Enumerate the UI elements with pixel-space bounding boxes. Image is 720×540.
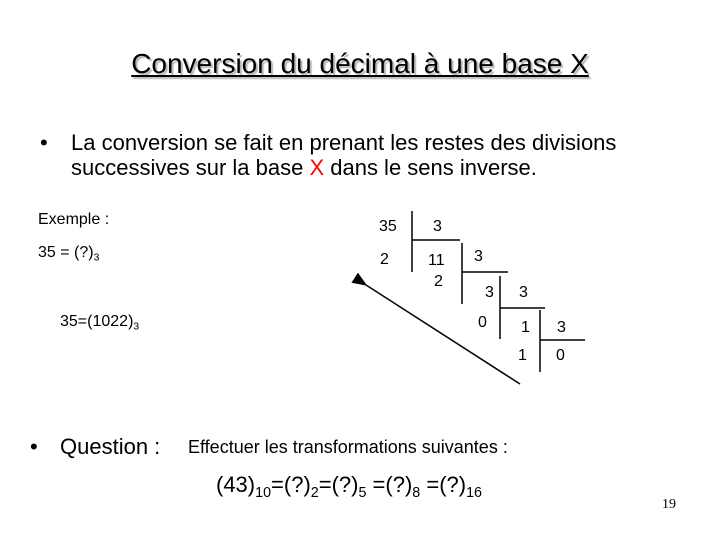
question-label: Question :: [60, 434, 161, 459]
question-bullet: •: [30, 434, 38, 459]
question-text: Effectuer les transformations suivantes :: [188, 437, 508, 457]
example-result-base: 3: [133, 321, 140, 333]
step2-quotient: 3: [485, 284, 494, 301]
example-question-base: 3: [93, 252, 100, 264]
expr-part: =(?): [366, 472, 413, 497]
step1-quotient: 11: [428, 252, 445, 269]
bullet-marker: •: [40, 130, 48, 155]
step3-divisor: 3: [519, 284, 528, 301]
step4-divisor: 3: [557, 319, 566, 336]
page-number: 19: [662, 497, 676, 512]
expr-base: 8: [412, 485, 421, 501]
intro-text-after: dans le sens inverse.: [324, 155, 537, 180]
step1-dividend: 35: [379, 218, 397, 235]
example-result-text: 35=(1022): [60, 313, 134, 330]
example-question-text: 35 = (?): [38, 244, 94, 261]
expr-part: =(?): [271, 472, 311, 497]
step1-divisor: 3: [433, 218, 442, 235]
step2-remainder: 2: [434, 273, 443, 290]
expr-base: 2: [310, 485, 319, 501]
expr-base: 10: [255, 485, 272, 501]
slide-title: Conversion du décimal à une base X: [131, 48, 589, 79]
step4-quotient: 0: [556, 347, 565, 364]
expr-part: (43): [216, 472, 256, 497]
step2-divisor: 3: [474, 248, 483, 265]
step3-quotient: 1: [521, 319, 530, 336]
expr-base: 16: [466, 485, 483, 501]
highlight-x: X: [309, 155, 325, 180]
step4-remainder: 1: [518, 347, 527, 364]
example-label: Exemple :: [38, 211, 110, 228]
question-expression: [216, 472, 483, 501]
expr-part: =(?): [318, 472, 359, 497]
intro-line-1: La conversion se fait en prenant les restes des divisions: [71, 130, 617, 155]
intro-text-before: successives sur la base: [71, 155, 310, 180]
step1-remainder: 2: [380, 251, 389, 268]
read-direction-arrow: [366, 285, 520, 384]
expr-base: 5: [358, 485, 367, 501]
expr-part: =(?): [420, 472, 467, 497]
step3-remainder: 0: [478, 314, 487, 331]
